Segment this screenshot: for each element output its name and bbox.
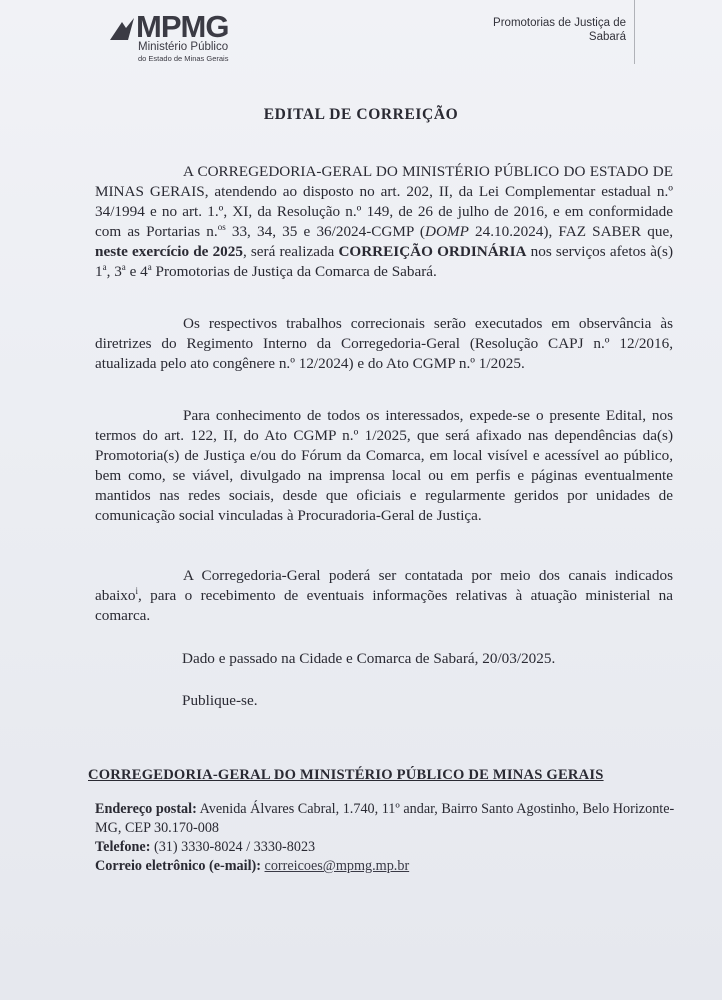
phone-numbers: Telefone: (31) 3330-8024 / 3330-8023 — [95, 839, 316, 855]
email-contact: Correio eletrônico (e-mail): correicoes@mpmg.mp.br — [95, 858, 410, 874]
footer-heading: CORREGEDORIA-GERAL DO MINISTÉRIO PÚBLICO DE MINAS GERAIS — [88, 767, 604, 783]
document-title: EDITAL DE CORREIÇÃO — [263, 106, 459, 123]
paragraph-contact: A Corregedoria-Geral poderá ser contatada por meio dos canais indicados abaixo$^i$, para o recebimento de eventuais informações relativas à atuação ministerial na comarca. — [95, 567, 673, 624]
header-divider — [634, 0, 635, 64]
dated-line: Dado e passado na Cidade e Comarca de Sabará, 20/03/2025. — [182, 650, 556, 667]
office-line-1: Promotorias de Justiça de — [493, 17, 626, 29]
logo-brand-text: MPMG — [136, 9, 229, 44]
publish-line: Publique-se. — [182, 692, 258, 709]
mpmg-logo-mark-icon — [108, 14, 138, 44]
paragraph-procedures: Os respectivos trabalhos correcionais serão executados em observância às diretrizes do Regimento Interno da Corregedoria-Geral (Resolução CAPJ n.º 12/2016, atualizada pelo ato congênere n.º 12/2024) e do Ato CGMP n.º 1/2025. — [95, 315, 673, 372]
email-link[interactable]: correicoes@mpmg.mp.br — [264, 858, 410, 874]
paragraph-announcement: A CORREGEDORIA-GERAL DO MINISTÉRIO PÚBLICO DO ESTADO DE MINAS GERAIS, atendendo ao disposto no art. 202, II, da Lei Complementar estadual n.º 34/1994 e no art. 1.º, XI, da Resolução n.º 149, de 26 de julho de 2016, e em conformidade com as Portarias n.$^{os}$ 33, 34, 35 e 36/2024-CGMP (DOMP 24.10.2024), FAZ SABER que, neste exercício de 2025, será realizada CORREIÇÃO ORDINÁRIA nos serviços afetos à(s) 1$^a$, 3$^a$ e 4$^a$ Promotorias de Justiça da Comarca de Sabará. — [95, 163, 673, 280]
postal-address: Endereço postal: Avenida Álvares Cabral, 1.740, 11º andar, Bairro Santo Agostinho, Belo Horizonte-MG, CEP 30.170-008 — [95, 801, 675, 836]
logo-subtitle: Ministério Público — [138, 41, 229, 53]
mpmg-logo — [108, 10, 278, 66]
logo-subtitle-state: do Estado de Minas Gerais — [138, 54, 229, 63]
office-name — [466, 16, 626, 44]
paragraph-publication: Para conhecimento de todos os interessados, expede-se o presente Edital, nos termos do art. 122, II, do Ato CGMP n.º 1/2025, que será afixado nas dependências da(s) Promotoria(s) de Justiça e/ou do Fórum da Comarca, em local visível e acessível ao público, bem como, se viável, divulgado na imprensa local ou em perfis e páginas eventualmente mantidos nas redes sociais, desde que oficiais e regularmente geridos por unidades de comunicação social vinculadas à Procuradoria-Geral de Justiça. — [95, 407, 673, 524]
office-line-2: Sabará — [588, 31, 626, 43]
